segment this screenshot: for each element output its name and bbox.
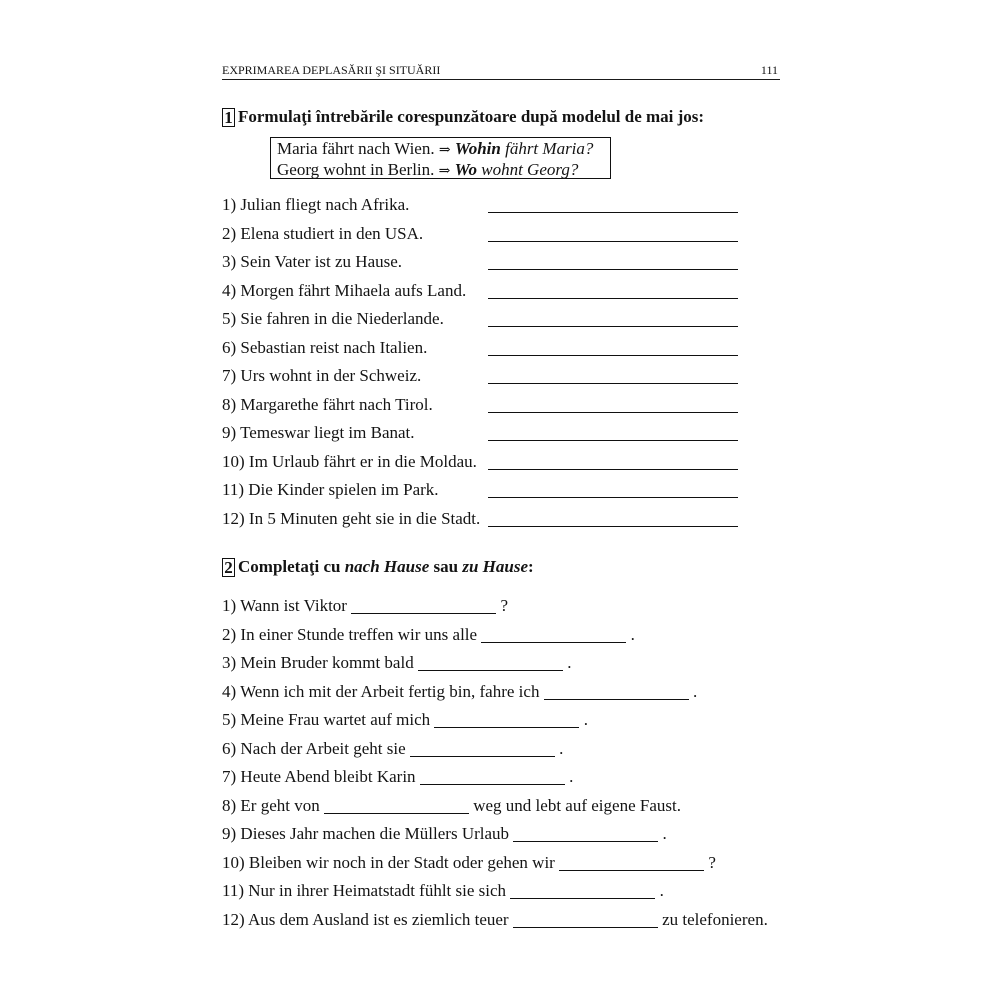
item-text-before: 9) Dieses Jahr machen die Müllers Urlaub [222,824,510,843]
item-text-before: 5) Meine Frau wartet auf mich [222,710,431,729]
item-sentence: 11) Die Kinder spielen im Park. [222,480,439,499]
answer-blank[interactable] [488,355,738,356]
chapter-title: EXPRIMAREA DEPLASĂRII ŞI SITUĂRII [222,63,441,77]
item-text-after: . [559,738,564,758]
answer-blank[interactable] [488,412,738,413]
answer-blank[interactable] [488,440,738,441]
item-text-after: . [662,824,667,843]
answer-blank[interactable] [488,298,738,299]
answer-blank[interactable] [434,727,579,728]
exercise-1-item [222,448,782,477]
item-text-after: . [583,710,588,729]
item-sentence: 7) Urs wohnt in der Schweiz. [222,366,422,385]
model-question-word: Wohin [454,139,501,158]
exercise-number-badge: 2 [222,558,235,577]
model-statement: Maria fährt nach Wien. [277,139,435,158]
item-text-before: 3) Mein Bruder kommt bald [222,653,414,672]
model-example-box [270,137,611,179]
answer-blank[interactable] [510,898,655,899]
exercise-1-item [222,220,782,249]
exercise-1-list [222,191,782,533]
answer-blank[interactable] [488,326,738,327]
answer-blank[interactable] [513,927,658,928]
item-sentence: 6) Sebastian reist nach Italien. [222,337,428,357]
exercise-instruction: Formulaţi întrebările corespunzătoare după modelul de mai jos: [238,107,705,126]
model-example-line [277,160,610,181]
item-text-before: 11) Nur in ihrer Heimatstadt fühlt sie sich [222,881,507,900]
model-statement: Georg wohnt in Berlin. [277,160,435,179]
exercise-1-heading [222,107,704,127]
exercise-2-item [222,763,782,792]
exercise-1-item [222,419,782,448]
answer-blank[interactable] [420,784,565,785]
item-text-before: 1) Wann ist Viktor [222,596,347,615]
answer-blank[interactable] [481,642,626,643]
header-divider [222,79,780,80]
instruction-prefix: Completaţi cu [238,557,341,576]
answer-blank[interactable] [488,526,738,527]
item-text-after: weg und lebt auf eigene Faust. [473,795,681,815]
item-sentence: 3) Sein Vater ist zu Hause. [222,252,403,271]
item-text-after: . [569,767,574,786]
item-text-before: 12) Aus dem Ausland ist es ziemlich teuer [222,909,509,929]
item-text-before: 2) In einer Stunde treffen wir uns alle [222,624,478,644]
answer-blank[interactable] [488,469,738,470]
exercise-1-item [222,362,782,391]
item-sentence: 10) Im Urlaub fährt er in die Moldau. [222,451,477,471]
exercise-1-item [222,248,782,277]
item-sentence: 2) Elena studiert in den USA. [222,223,424,243]
item-text-after: ? [500,596,508,615]
answer-blank[interactable] [488,241,738,242]
instruction-conjunction: sau [433,557,459,576]
exercise-2-item [222,592,782,621]
exercise-2-item [222,621,782,650]
model-question-rest: wohnt Georg? [481,160,579,179]
exercise-2-item [222,792,782,821]
answer-blank[interactable] [410,756,555,757]
exercise-1-item [222,505,782,534]
item-text-after: . [692,681,698,701]
answer-blank[interactable] [488,269,738,270]
item-text-after: ? [708,852,716,872]
item-text-before: 4) Wenn ich mit der Arbeit fertig bin, fahre ich [222,681,540,701]
exercise-number-badge: 1 [222,108,235,127]
answer-blank[interactable] [351,613,496,614]
answer-blank[interactable] [513,841,658,842]
exercise-1-item [222,476,782,505]
instruction-phrase-zu-hause: zu Hause [462,557,529,576]
item-sentence: 5) Sie fahren in die Niederlande. [222,309,444,328]
item-text-before: 8) Er geht von [222,795,320,815]
exercise-2-item [222,706,782,735]
exercise-2-item [222,877,782,906]
exercise-1-item [222,191,782,220]
exercise-1-item [222,391,782,420]
exercise-2-item [222,678,782,707]
model-question-word: Wo [454,160,477,179]
implies-arrow-icon: ⇒ [438,142,451,158]
item-text-before: 10) Bleiben wir noch in der Stadt oder gehen wir [222,852,555,872]
item-text-after: . [567,653,572,672]
instruction-phrase-nach-hause: nach Hause [344,557,430,576]
item-sentence: 12) In 5 Minuten geht sie in die Stadt. [222,508,481,528]
implies-arrow-icon: ⇒ [438,163,451,179]
exercise-2-item [222,906,782,935]
item-text-after: . [630,624,635,644]
exercise-1-item [222,334,782,363]
item-sentence: 9) Temeswar liegt im Banat. [222,423,415,442]
item-sentence: 8) Margarethe fährt nach Tirol. [222,394,433,414]
instruction-suffix: : [528,557,534,576]
item-sentence: 4) Morgen fährt Mihaela aufs Land. [222,280,467,300]
exercise-1-item [222,277,782,306]
answer-blank[interactable] [544,699,689,700]
answer-blank[interactable] [488,212,738,213]
exercise-2-list [222,592,782,934]
item-sentence: 1) Julian fliegt nach Afrika. [222,195,410,214]
model-example-line [277,139,610,160]
running-head [222,63,780,77]
item-text-before: 6) Nach der Arbeit geht sie [222,738,406,758]
page-number: 111 [760,63,778,77]
exercise-2-item [222,649,782,678]
exercise-2-item [222,820,782,849]
exercise-2-item [222,849,782,878]
exercise-1-item [222,305,782,334]
answer-blank[interactable] [559,870,704,871]
model-question-rest: fährt Maria? [505,139,594,158]
answer-blank[interactable] [324,813,469,814]
item-text-after: . [659,881,664,900]
item-text-before: 7) Heute Abend bleibt Karin [222,767,416,786]
answer-blank[interactable] [418,670,563,671]
exercise-2-item [222,735,782,764]
item-text-after: zu telefonieren. [662,909,768,929]
answer-blank[interactable] [488,497,738,498]
exercise-2-heading [222,557,534,577]
answer-blank[interactable] [488,383,738,384]
